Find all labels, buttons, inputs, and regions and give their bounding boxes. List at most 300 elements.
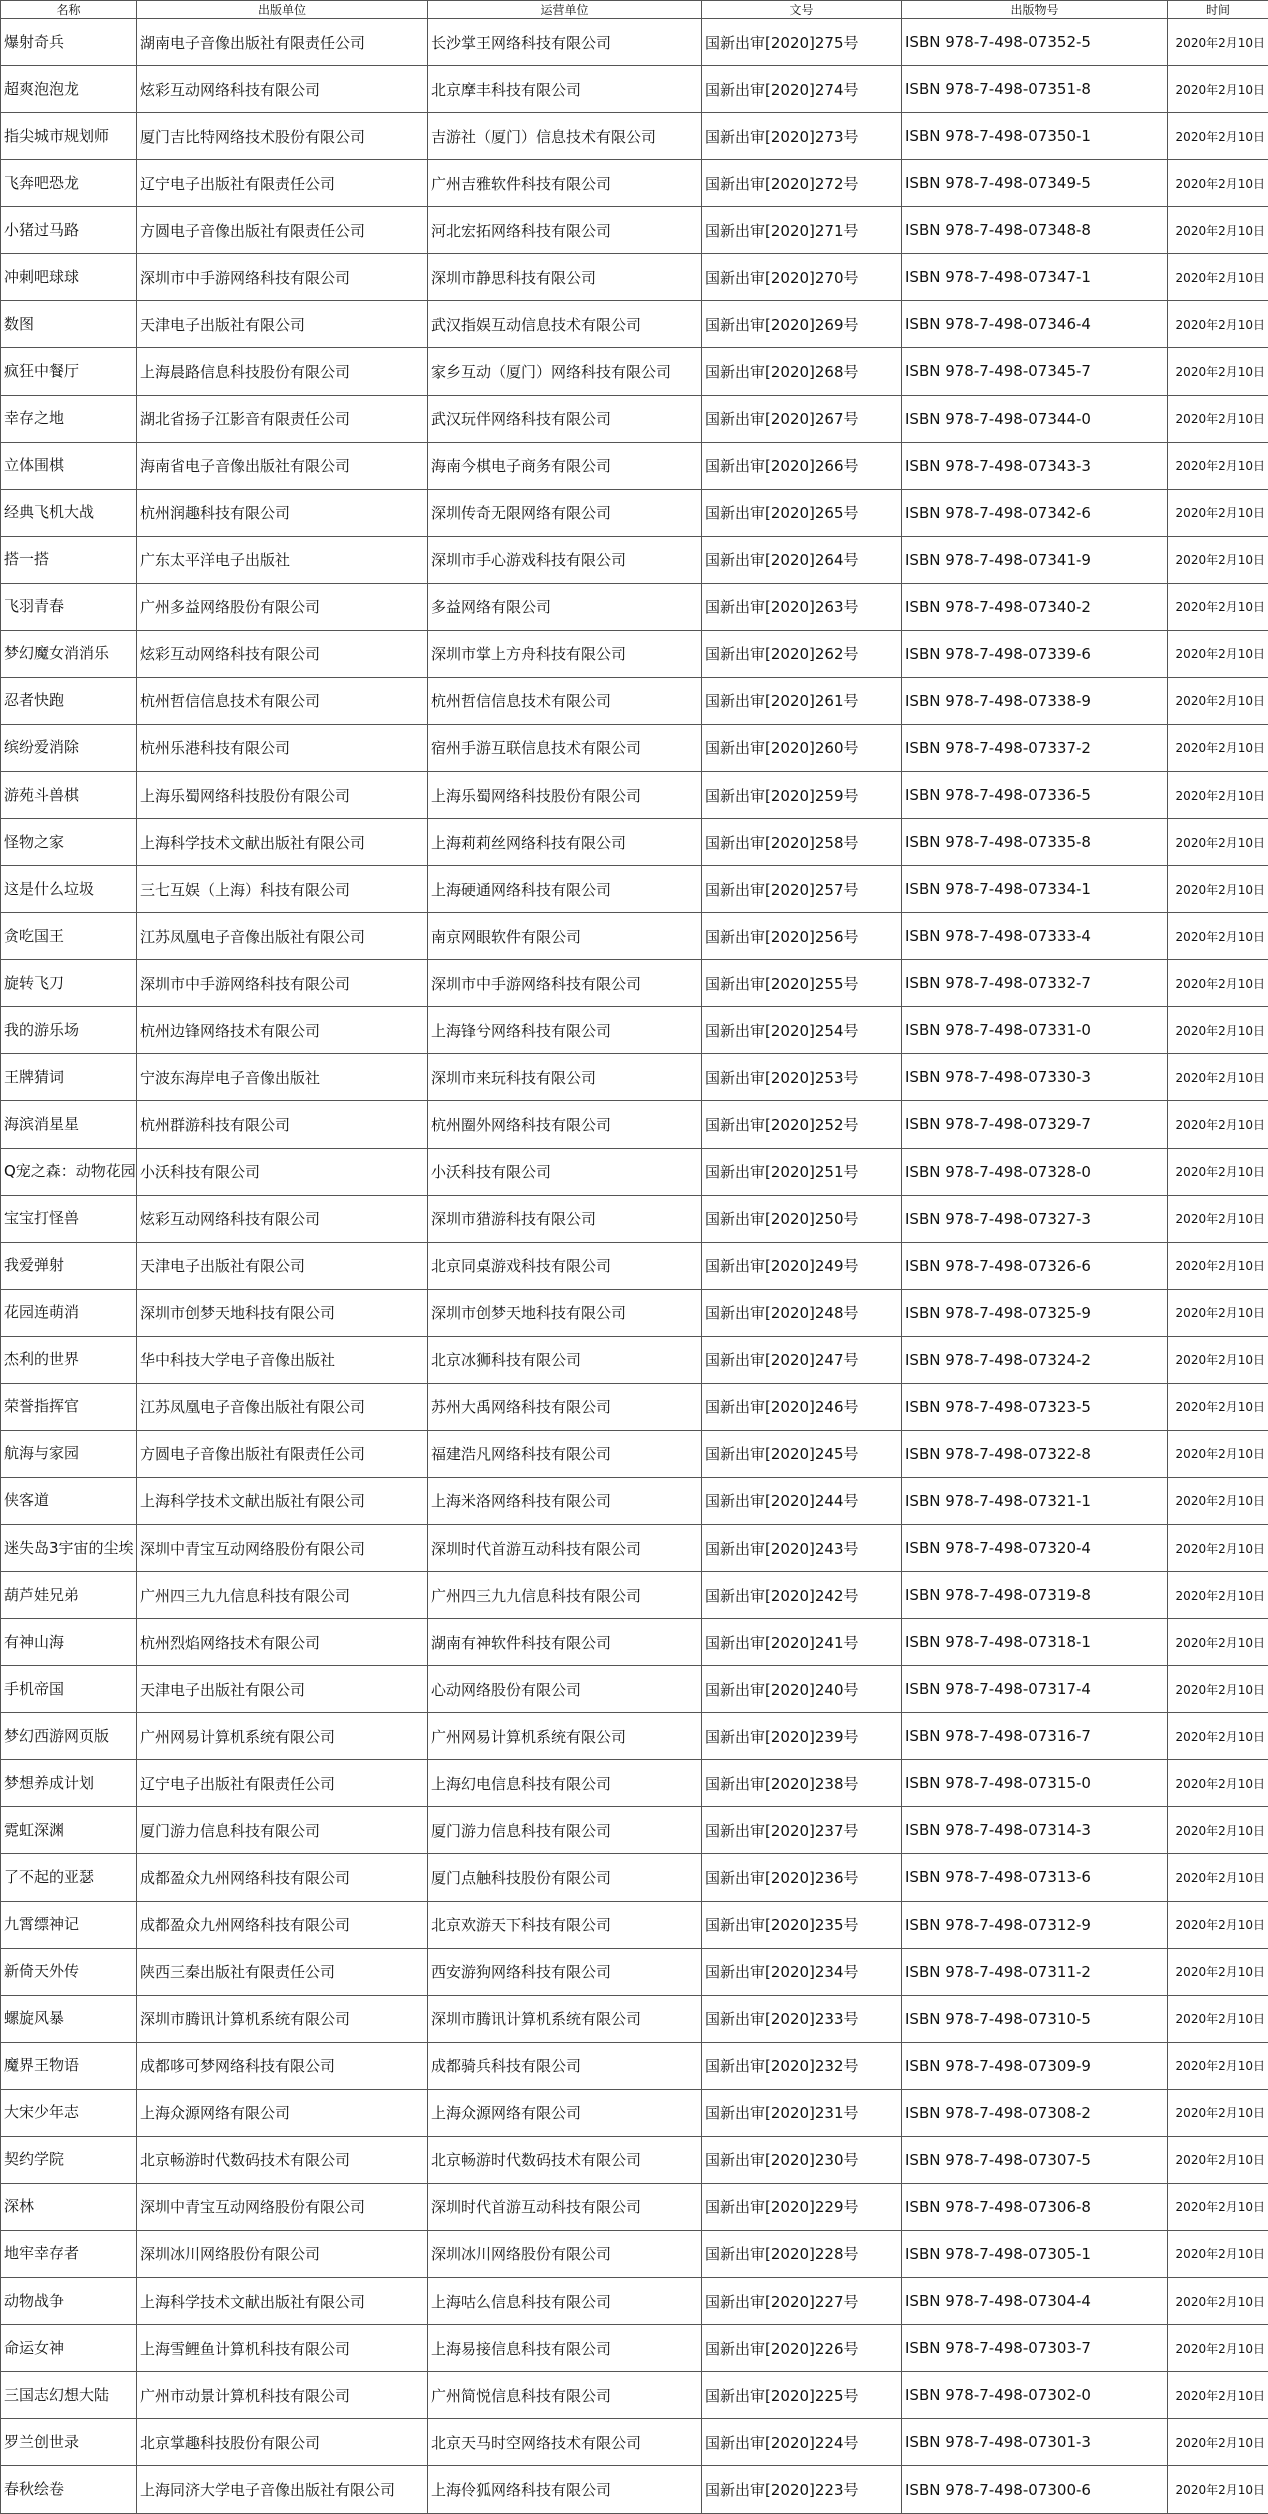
cell-isbn: ISBN 978-7-498-07307-5 [902, 2136, 1168, 2183]
cell-isbn: ISBN 978-7-498-07352-5 [902, 19, 1168, 66]
cell-isbn: ISBN 978-7-498-07312-9 [902, 1901, 1168, 1948]
cell-publisher: 方圆电子音像出版社有限责任公司 [137, 1430, 428, 1477]
cell-approval-number: 国新出审[2020]233号 [702, 1995, 902, 2042]
cell-name: 经典飞机大战 [1, 489, 137, 536]
cell-publisher: 湖南电子音像出版社有限责任公司 [137, 19, 428, 66]
cell-name: 深林 [1, 2183, 137, 2230]
cell-publisher: 天津电子出版社有限公司 [137, 1666, 428, 1713]
cell-name: 旋转飞刀 [1, 960, 137, 1007]
cell-approval-number: 国新出审[2020]251号 [702, 1148, 902, 1195]
cell-name: 罗兰创世录 [1, 2419, 137, 2466]
cell-approval-number: 国新出审[2020]255号 [702, 960, 902, 1007]
cell-name: 飞羽青春 [1, 583, 137, 630]
table-row [1, 489, 1268, 536]
cell-operator: 深圳市手心游戏科技有限公司 [428, 536, 702, 583]
table-row [1, 2042, 1268, 2089]
table-row [1, 301, 1268, 348]
cell-operator: 深圳市创梦天地科技有限公司 [428, 1289, 702, 1336]
table-row [1, 442, 1268, 489]
cell-operator: 上海硬通网络科技有限公司 [428, 866, 702, 913]
cell-operator: 北京同桌游戏科技有限公司 [428, 1242, 702, 1289]
cell-date: 2020年2月10日 [1168, 1948, 1268, 1995]
table-row [1, 1336, 1268, 1383]
table-body [1, 19, 1268, 2514]
cell-isbn: ISBN 978-7-498-07345-7 [902, 348, 1168, 395]
cell-date: 2020年2月10日 [1168, 66, 1268, 113]
cell-name: 这是什么垃圾 [1, 866, 137, 913]
cell-approval-number: 国新出审[2020]252号 [702, 1101, 902, 1148]
cell-date: 2020年2月10日 [1168, 1242, 1268, 1289]
cell-publisher: 炫彩互动网络科技有限公司 [137, 1195, 428, 1242]
cell-date: 2020年2月10日 [1168, 2089, 1268, 2136]
cell-date: 2020年2月10日 [1168, 1383, 1268, 1430]
cell-name: 葫芦娃兄弟 [1, 1572, 137, 1619]
header-publisher: 出版单位 [137, 1, 428, 19]
cell-isbn: ISBN 978-7-498-07328-0 [902, 1148, 1168, 1195]
cell-approval-number: 国新出审[2020]241号 [702, 1619, 902, 1666]
cell-operator: 厦门点触科技股份有限公司 [428, 1854, 702, 1901]
table-row [1, 1572, 1268, 1619]
cell-approval-number: 国新出审[2020]226号 [702, 2325, 902, 2372]
cell-publisher: 辽宁电子出版社有限责任公司 [137, 160, 428, 207]
cell-name: 指尖城市规划师 [1, 113, 137, 160]
table-row [1, 254, 1268, 301]
cell-date: 2020年2月10日 [1168, 1572, 1268, 1619]
cell-name: 有神山海 [1, 1619, 137, 1666]
cell-operator: 北京欢游天下科技有限公司 [428, 1901, 702, 1948]
cell-publisher: 上海众源网络有限公司 [137, 2089, 428, 2136]
cell-approval-number: 国新出审[2020]234号 [702, 1948, 902, 1995]
cell-publisher: 三七互娱（上海）科技有限公司 [137, 866, 428, 913]
cell-isbn: ISBN 978-7-498-07308-2 [902, 2089, 1168, 2136]
cell-date: 2020年2月10日 [1168, 819, 1268, 866]
cell-publisher: 杭州哲信信息技术有限公司 [137, 677, 428, 724]
table-row [1, 66, 1268, 113]
cell-approval-number: 国新出审[2020]227号 [702, 2278, 902, 2325]
cell-publisher: 成都哆可梦网络科技有限公司 [137, 2042, 428, 2089]
cell-operator: 小沃科技有限公司 [428, 1148, 702, 1195]
cell-operator: 深圳市腾讯计算机系统有限公司 [428, 1995, 702, 2042]
table-row [1, 1148, 1268, 1195]
cell-operator: 深圳时代首游互动科技有限公司 [428, 2183, 702, 2230]
cell-name: 爆射奇兵 [1, 19, 137, 66]
cell-operator: 深圳时代首游互动科技有限公司 [428, 1525, 702, 1572]
cell-approval-number: 国新出审[2020]268号 [702, 348, 902, 395]
cell-publisher: 深圳市创梦天地科技有限公司 [137, 1289, 428, 1336]
cell-approval-number: 国新出审[2020]239号 [702, 1713, 902, 1760]
cell-operator: 北京冰狮科技有限公司 [428, 1336, 702, 1383]
cell-approval-number: 国新出审[2020]242号 [702, 1572, 902, 1619]
cell-name: 海滨消星星 [1, 1101, 137, 1148]
cell-publisher: 上海乐蜀网络科技股份有限公司 [137, 772, 428, 819]
cell-publisher: 深圳中青宝互动网络股份有限公司 [137, 1525, 428, 1572]
cell-approval-number: 国新出审[2020]253号 [702, 1054, 902, 1101]
cell-isbn: ISBN 978-7-498-07311-2 [902, 1948, 1168, 1995]
cell-date: 2020年2月10日 [1168, 866, 1268, 913]
cell-date: 2020年2月10日 [1168, 301, 1268, 348]
cell-publisher: 广州市动景计算机科技有限公司 [137, 2372, 428, 2419]
cell-date: 2020年2月10日 [1168, 113, 1268, 160]
cell-publisher: 天津电子出版社有限公司 [137, 301, 428, 348]
cell-publisher: 杭州群游科技有限公司 [137, 1101, 428, 1148]
cell-date: 2020年2月10日 [1168, 2325, 1268, 2372]
cell-operator: 多益网络有限公司 [428, 583, 702, 630]
cell-date: 2020年2月10日 [1168, 2419, 1268, 2466]
cell-isbn: ISBN 978-7-498-07343-3 [902, 442, 1168, 489]
cell-date: 2020年2月10日 [1168, 254, 1268, 301]
cell-name: 立体围棋 [1, 442, 137, 489]
cell-isbn: ISBN 978-7-498-07302-0 [902, 2372, 1168, 2419]
cell-date: 2020年2月10日 [1168, 348, 1268, 395]
table-row [1, 1383, 1268, 1430]
cell-publisher: 成都盈众九州网络科技有限公司 [137, 1854, 428, 1901]
cell-publisher: 江苏凤凰电子音像出版社有限公司 [137, 1383, 428, 1430]
cell-operator: 长沙掌王网络科技有限公司 [428, 19, 702, 66]
table-row [1, 160, 1268, 207]
cell-approval-number: 国新出审[2020]272号 [702, 160, 902, 207]
cell-operator: 上海乐蜀网络科技股份有限公司 [428, 772, 702, 819]
cell-publisher: 杭州润趣科技有限公司 [137, 489, 428, 536]
table-row [1, 1242, 1268, 1289]
cell-date: 2020年2月10日 [1168, 1901, 1268, 1948]
header-approval-number: 文号 [702, 1, 902, 19]
header-row [1, 1, 1268, 19]
cell-publisher: 杭州烈焰网络技术有限公司 [137, 1619, 428, 1666]
cell-name: 三国志幻想大陆 [1, 2372, 137, 2419]
cell-operator: 吉游社（厦门）信息技术有限公司 [428, 113, 702, 160]
cell-publisher: 上海科学技术文献出版社有限公司 [137, 1477, 428, 1524]
cell-publisher: 广州网易计算机系统有限公司 [137, 1713, 428, 1760]
cell-operator: 海南今棋电子商务有限公司 [428, 442, 702, 489]
cell-date: 2020年2月10日 [1168, 630, 1268, 677]
table-row [1, 960, 1268, 1007]
table-row [1, 2466, 1268, 2514]
cell-approval-number: 国新出审[2020]245号 [702, 1430, 902, 1477]
cell-date: 2020年2月10日 [1168, 913, 1268, 960]
cell-operator: 杭州哲信信息技术有限公司 [428, 677, 702, 724]
cell-name: 梦想养成计划 [1, 1760, 137, 1807]
cell-operator: 杭州圈外网络科技有限公司 [428, 1101, 702, 1148]
cell-date: 2020年2月10日 [1168, 677, 1268, 724]
cell-name: 贪吃国王 [1, 913, 137, 960]
cell-operator: 上海米洛网络科技有限公司 [428, 1477, 702, 1524]
cell-name: 怪物之家 [1, 819, 137, 866]
table-row [1, 2230, 1268, 2277]
cell-name: 冲刺吧球球 [1, 254, 137, 301]
table-row [1, 1666, 1268, 1713]
cell-operator: 广州吉雅软件科技有限公司 [428, 160, 702, 207]
cell-publisher: 天津电子出版社有限公司 [137, 1242, 428, 1289]
cell-operator: 武汉玩伴网络科技有限公司 [428, 395, 702, 442]
cell-approval-number: 国新出审[2020]225号 [702, 2372, 902, 2419]
cell-name: 九霄缥神记 [1, 1901, 137, 1948]
cell-publisher: 上海雪鲤鱼计算机科技有限公司 [137, 2325, 428, 2372]
cell-date: 2020年2月10日 [1168, 1807, 1268, 1854]
cell-name: 宝宝打怪兽 [1, 1195, 137, 1242]
cell-name: 梦幻魔女消消乐 [1, 630, 137, 677]
table-row [1, 583, 1268, 630]
cell-isbn: ISBN 978-7-498-07322-8 [902, 1430, 1168, 1477]
table-row [1, 113, 1268, 160]
cell-name: 荣誉指挥官 [1, 1383, 137, 1430]
cell-operator: 武汉指娱互动信息技术有限公司 [428, 301, 702, 348]
cell-operator: 北京畅游时代数码技术有限公司 [428, 2136, 702, 2183]
cell-publisher: 深圳市腾讯计算机系统有限公司 [137, 1995, 428, 2042]
cell-approval-number: 国新出审[2020]223号 [702, 2466, 902, 2514]
cell-approval-number: 国新出审[2020]232号 [702, 2042, 902, 2089]
table-row [1, 536, 1268, 583]
cell-approval-number: 国新出审[2020]231号 [702, 2089, 902, 2136]
cell-operator: 成都骑兵科技有限公司 [428, 2042, 702, 2089]
table-row [1, 1007, 1268, 1054]
cell-isbn: ISBN 978-7-498-07335-8 [902, 819, 1168, 866]
cell-isbn: ISBN 978-7-498-07349-5 [902, 160, 1168, 207]
cell-name: 迷失岛3宇宙的尘埃 [1, 1525, 137, 1572]
cell-date: 2020年2月10日 [1168, 2230, 1268, 2277]
cell-name: 地牢幸存者 [1, 2230, 137, 2277]
cell-name: 超爽泡泡龙 [1, 66, 137, 113]
cell-approval-number: 国新出审[2020]259号 [702, 772, 902, 819]
cell-operator: 深圳市中手游网络科技有限公司 [428, 960, 702, 1007]
cell-operator: 上海咕么信息科技有限公司 [428, 2278, 702, 2325]
table-row [1, 1101, 1268, 1148]
cell-approval-number: 国新出审[2020]260号 [702, 724, 902, 771]
cell-publisher: 上海晨路信息科技股份有限公司 [137, 348, 428, 395]
table-row [1, 2372, 1268, 2419]
cell-operator: 上海众源网络有限公司 [428, 2089, 702, 2136]
cell-approval-number: 国新出审[2020]265号 [702, 489, 902, 536]
cell-name: 新倚天外传 [1, 1948, 137, 1995]
cell-publisher: 广州四三九九信息科技有限公司 [137, 1572, 428, 1619]
cell-date: 2020年2月10日 [1168, 1289, 1268, 1336]
header-operator: 运营单位 [428, 1, 702, 19]
cell-name: 游苑斗兽棋 [1, 772, 137, 819]
cell-isbn: ISBN 978-7-498-07338-9 [902, 677, 1168, 724]
cell-approval-number: 国新出审[2020]267号 [702, 395, 902, 442]
table-row [1, 1619, 1268, 1666]
cell-date: 2020年2月10日 [1168, 395, 1268, 442]
cell-name: Q宠之森：动物花园 [1, 1148, 137, 1195]
table-row [1, 19, 1268, 66]
cell-isbn: ISBN 978-7-498-07346-4 [902, 301, 1168, 348]
cell-date: 2020年2月10日 [1168, 960, 1268, 1007]
cell-publisher: 厦门吉比特网络技术股份有限公司 [137, 113, 428, 160]
cell-isbn: ISBN 978-7-498-07337-2 [902, 724, 1168, 771]
cell-operator: 深圳市来玩科技有限公司 [428, 1054, 702, 1101]
cell-operator: 宿州手游互联信息技术有限公司 [428, 724, 702, 771]
cell-isbn: ISBN 978-7-498-07305-1 [902, 2230, 1168, 2277]
cell-name: 大宋少年志 [1, 2089, 137, 2136]
header-name: 名称 [1, 1, 137, 19]
cell-date: 2020年2月10日 [1168, 1101, 1268, 1148]
table-row [1, 2325, 1268, 2372]
cell-operator: 上海易接信息科技有限公司 [428, 2325, 702, 2372]
cell-publisher: 炫彩互动网络科技有限公司 [137, 630, 428, 677]
table-row [1, 1195, 1268, 1242]
cell-isbn: ISBN 978-7-498-07332-7 [902, 960, 1168, 1007]
table-row [1, 630, 1268, 677]
cell-isbn: ISBN 978-7-498-07344-0 [902, 395, 1168, 442]
cell-date: 2020年2月10日 [1168, 442, 1268, 489]
cell-date: 2020年2月10日 [1168, 536, 1268, 583]
cell-isbn: ISBN 978-7-498-07313-6 [902, 1854, 1168, 1901]
cell-approval-number: 国新出审[2020]249号 [702, 1242, 902, 1289]
cell-date: 2020年2月10日 [1168, 2136, 1268, 2183]
cell-name: 动物战争 [1, 2278, 137, 2325]
cell-isbn: ISBN 978-7-498-07323-5 [902, 1383, 1168, 1430]
cell-publisher: 厦门游力信息科技有限公司 [137, 1807, 428, 1854]
cell-name: 手机帝国 [1, 1666, 137, 1713]
table-row [1, 913, 1268, 960]
cell-operator: 深圳传奇无限网络有限公司 [428, 489, 702, 536]
cell-date: 2020年2月10日 [1168, 489, 1268, 536]
table-row [1, 1713, 1268, 1760]
cell-approval-number: 国新出审[2020]229号 [702, 2183, 902, 2230]
cell-publisher: 杭州边锋网络技术有限公司 [137, 1007, 428, 1054]
table-row [1, 819, 1268, 866]
cell-name: 忍者快跑 [1, 677, 137, 724]
cell-date: 2020年2月10日 [1168, 1995, 1268, 2042]
cell-isbn: ISBN 978-7-498-07303-7 [902, 2325, 1168, 2372]
cell-name: 了不起的亚瑟 [1, 1854, 137, 1901]
cell-isbn: ISBN 978-7-498-07342-6 [902, 489, 1168, 536]
cell-operator: 深圳冰川网络股份有限公司 [428, 2230, 702, 2277]
cell-isbn: ISBN 978-7-498-07321-1 [902, 1477, 1168, 1524]
cell-isbn: ISBN 978-7-498-07350-1 [902, 113, 1168, 160]
cell-name: 缤纷爱消除 [1, 724, 137, 771]
cell-approval-number: 国新出审[2020]258号 [702, 819, 902, 866]
cell-publisher: 方圆电子音像出版社有限责任公司 [137, 207, 428, 254]
cell-isbn: ISBN 978-7-498-07347-1 [902, 254, 1168, 301]
cell-operator: 苏州大禹网络科技有限公司 [428, 1383, 702, 1430]
cell-name: 契约学院 [1, 2136, 137, 2183]
cell-approval-number: 国新出审[2020]250号 [702, 1195, 902, 1242]
cell-date: 2020年2月10日 [1168, 1054, 1268, 1101]
cell-isbn: ISBN 978-7-498-07324-2 [902, 1336, 1168, 1383]
cell-isbn: ISBN 978-7-498-07304-4 [902, 2278, 1168, 2325]
cell-isbn: ISBN 978-7-498-07336-5 [902, 772, 1168, 819]
cell-date: 2020年2月10日 [1168, 772, 1268, 819]
cell-publisher: 杭州乐港科技有限公司 [137, 724, 428, 771]
cell-isbn: ISBN 978-7-498-07327-3 [902, 1195, 1168, 1242]
cell-isbn: ISBN 978-7-498-07339-6 [902, 630, 1168, 677]
cell-date: 2020年2月10日 [1168, 1854, 1268, 1901]
cell-approval-number: 国新出审[2020]266号 [702, 442, 902, 489]
cell-isbn: ISBN 978-7-498-07340-2 [902, 583, 1168, 630]
cell-approval-number: 国新出审[2020]243号 [702, 1525, 902, 1572]
cell-date: 2020年2月10日 [1168, 19, 1268, 66]
table-row [1, 866, 1268, 913]
cell-operator: 北京摩丰科技有限公司 [428, 66, 702, 113]
cell-publisher: 上海同济大学电子音像出版社有限公司 [137, 2466, 428, 2514]
cell-approval-number: 国新出审[2020]263号 [702, 583, 902, 630]
cell-approval-number: 国新出审[2020]271号 [702, 207, 902, 254]
cell-approval-number: 国新出审[2020]256号 [702, 913, 902, 960]
cell-isbn: ISBN 978-7-498-07301-3 [902, 2419, 1168, 2466]
cell-approval-number: 国新出审[2020]261号 [702, 677, 902, 724]
cell-operator: 厦门游力信息科技有限公司 [428, 1807, 702, 1854]
cell-isbn: ISBN 978-7-498-07306-8 [902, 2183, 1168, 2230]
cell-isbn: ISBN 978-7-498-07318-1 [902, 1619, 1168, 1666]
cell-approval-number: 国新出审[2020]264号 [702, 536, 902, 583]
cell-date: 2020年2月10日 [1168, 1760, 1268, 1807]
cell-isbn: ISBN 978-7-498-07317-4 [902, 1666, 1168, 1713]
cell-isbn: ISBN 978-7-498-07330-3 [902, 1054, 1168, 1101]
cell-date: 2020年2月10日 [1168, 1713, 1268, 1760]
cell-date: 2020年2月10日 [1168, 724, 1268, 771]
cell-operator: 广州网易计算机系统有限公司 [428, 1713, 702, 1760]
cell-isbn: ISBN 978-7-498-07326-6 [902, 1242, 1168, 1289]
cell-isbn: ISBN 978-7-498-07333-4 [902, 913, 1168, 960]
cell-name: 王牌猜词 [1, 1054, 137, 1101]
cell-publisher: 小沃科技有限公司 [137, 1148, 428, 1195]
table-header [1, 1, 1268, 19]
cell-operator: 深圳市猎游科技有限公司 [428, 1195, 702, 1242]
cell-approval-number: 国新出审[2020]248号 [702, 1289, 902, 1336]
table-row [1, 677, 1268, 724]
cell-isbn: ISBN 978-7-498-07331-0 [902, 1007, 1168, 1054]
cell-publisher: 广州多益网络股份有限公司 [137, 583, 428, 630]
cell-operator: 上海莉莉丝网络科技有限公司 [428, 819, 702, 866]
cell-name: 航海与家园 [1, 1430, 137, 1477]
cell-publisher: 江苏凤凰电子音像出版社有限公司 [137, 913, 428, 960]
cell-name: 搭一搭 [1, 536, 137, 583]
cell-date: 2020年2月10日 [1168, 1007, 1268, 1054]
cell-operator: 南京网眼软件有限公司 [428, 913, 702, 960]
cell-name: 侠客道 [1, 1477, 137, 1524]
cell-date: 2020年2月10日 [1168, 1336, 1268, 1383]
table-row [1, 1807, 1268, 1854]
cell-approval-number: 国新出审[2020]237号 [702, 1807, 902, 1854]
cell-isbn: ISBN 978-7-498-07348-8 [902, 207, 1168, 254]
cell-isbn: ISBN 978-7-498-07320-4 [902, 1525, 1168, 1572]
header-date: 时间 [1168, 1, 1268, 19]
cell-approval-number: 国新出审[2020]269号 [702, 301, 902, 348]
cell-date: 2020年2月10日 [1168, 1666, 1268, 1713]
cell-publisher: 深圳中青宝互动网络股份有限公司 [137, 2183, 428, 2230]
cell-approval-number: 国新出审[2020]274号 [702, 66, 902, 113]
cell-operator: 深圳市掌上方舟科技有限公司 [428, 630, 702, 677]
cell-name: 小猪过马路 [1, 207, 137, 254]
cell-isbn: ISBN 978-7-498-07316-7 [902, 1713, 1168, 1760]
cell-isbn: ISBN 978-7-498-07351-8 [902, 66, 1168, 113]
cell-operator: 上海锋兮网络科技有限公司 [428, 1007, 702, 1054]
cell-approval-number: 国新出审[2020]224号 [702, 2419, 902, 2466]
cell-date: 2020年2月10日 [1168, 2278, 1268, 2325]
cell-date: 2020年2月10日 [1168, 1525, 1268, 1572]
cell-name: 飞奔吧恐龙 [1, 160, 137, 207]
cell-publisher: 深圳市中手游网络科技有限公司 [137, 254, 428, 301]
table-row [1, 1054, 1268, 1101]
cell-date: 2020年2月10日 [1168, 160, 1268, 207]
cell-operator: 上海伶狐网络科技有限公司 [428, 2466, 702, 2514]
table-row [1, 724, 1268, 771]
table-row [1, 2419, 1268, 2466]
table-row [1, 1901, 1268, 1948]
cell-isbn: ISBN 978-7-498-07319-8 [902, 1572, 1168, 1619]
table-row [1, 1477, 1268, 1524]
cell-approval-number: 国新出审[2020]247号 [702, 1336, 902, 1383]
cell-publisher: 上海科学技术文献出版社有限公司 [137, 819, 428, 866]
cell-operator: 北京天马时空网络技术有限公司 [428, 2419, 702, 2466]
cell-approval-number: 国新出审[2020]257号 [702, 866, 902, 913]
header-isbn: 出版物号 [902, 1, 1168, 19]
cell-approval-number: 国新出审[2020]275号 [702, 19, 902, 66]
table-row [1, 1854, 1268, 1901]
cell-date: 2020年2月10日 [1168, 1148, 1268, 1195]
cell-publisher: 成都盈众九州网络科技有限公司 [137, 1901, 428, 1948]
cell-isbn: ISBN 978-7-498-07329-7 [902, 1101, 1168, 1148]
